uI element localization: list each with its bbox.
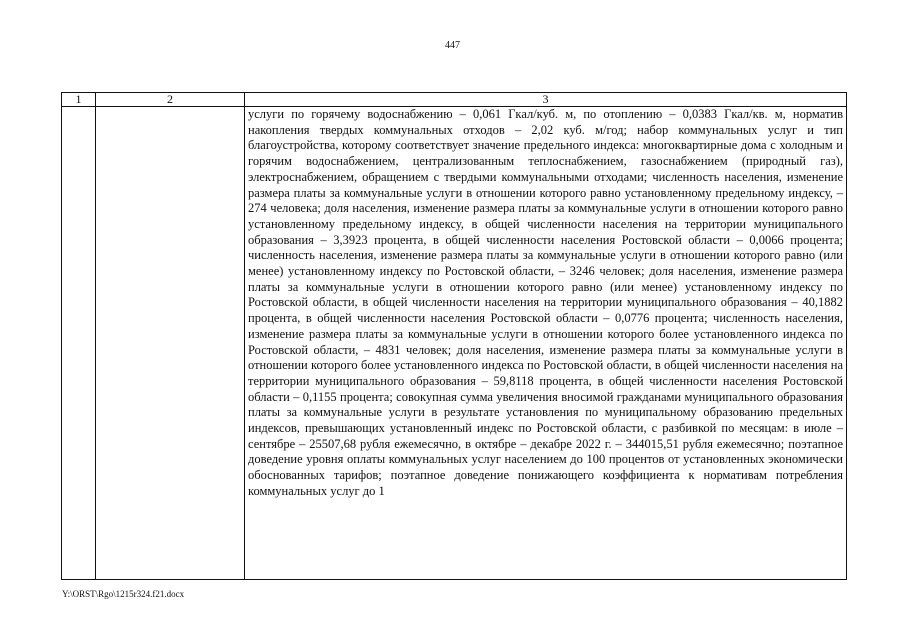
body-paragraph: услуги по горячему водоснабжению – 0,061 Гкал/куб. м, по отоплению – 0,0383 Гкал/кв. м, норматив накопления твердых коммунальных отходов – 2,02 куб. м/год; набор коммунальных услуг и тип благоустройства, которому соответствует значение предельного индекса: многоквартирные дома с холодным и горячим водоснабжением, централизованным теплоснабжением, газоснабжением (природный газ), электроснабжением, обращением с твердыми коммунальными отходами; численность населения, изменение размера платы за коммунальные услуги в отношении которого равно установленному предельному индексу, – 274 человека; доля населения, изменение размера платы за коммунальные услуги в отношении которого равно установленному предельному индексу, в общей численности населения на территории муниципального образования – 3,3923 процента, в общей численности населения Ростовской области – 0,0066 процента; численность населения, изменение размера платы за коммунальные услуги в отношении которого равно (или менее) установленному индексу по Ростовской области, – 3246 человек; доля населения, изменение размера платы за коммунальные услуги в отношении которого равно (или менее) установленному индексу по Ростовской области, в общей численности населения на территории муниципального образования – 40,1882 процента, в общей численности населения Ростовской области – 0,0776 процента; численность населения, изменение размера платы за коммунальные услуги в отношении которого более установленного индекса по Ростовской области, – 4831 человек; доля населения, изменение размера платы за коммунальные услуги в отношении которого более установленного индекса по Ростовской области, в общей численности населения на территории муниципального образования – 59,8118 процента, в общей численности населения Ростовской области – 0,1155 процента; совокупная сумма увеличения вносимой гражданами муниципального образования платы за коммунальные услуги в результате установления по муниципальному образованию предельных индексов, превышающих установленный индекс по Ростовской области, с разбивкой по месяцам: в июле – сентябре – 25507,68 рубля ежемесячно, в октябре – декабре 2022 г. – 344015,51 рубля ежемесячно; поэтапное доведение уровня оплаты коммунальных услуг населением до 100 процентов от установленных экономически обоснованных тарифов; поэтапное доведение понижающего коэффициента к нормативам потребления коммунальных услуг до 1 [248,107,843,498]
page-number: 447 [445,40,460,51]
cell-column-3 [245,107,847,580]
document-table [61,92,847,580]
cell-column-2 [96,107,245,580]
column-header-3: 3 [245,93,847,107]
column-header-2: 2 [96,93,245,107]
table-header-row [62,93,847,107]
cell-column-1 [62,107,96,580]
table-body-row [62,107,847,580]
file-path-footer: Y:\ORST\Rgo\1215r324.f21.docx [62,589,185,599]
column-header-1: 1 [62,93,96,107]
